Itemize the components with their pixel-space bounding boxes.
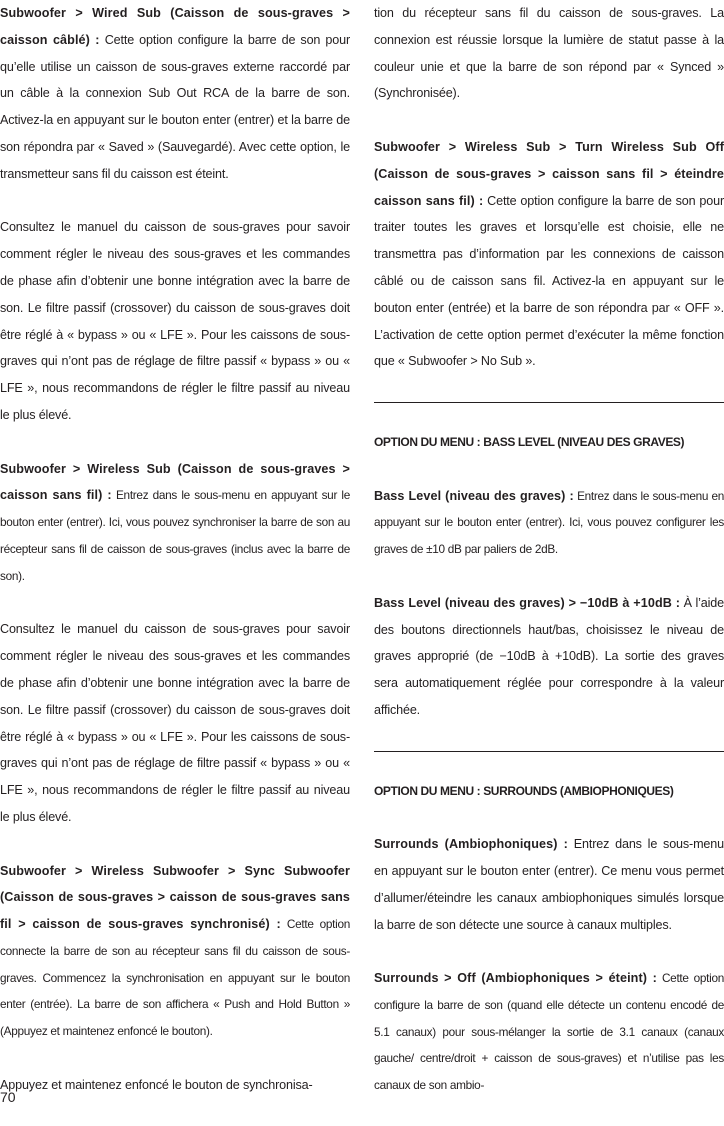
- bass-level-text: Entrez dans le sous-menu en appuyant sur le bouton enter (entrer). Ici, vous pouvez configurer les graves de ±10 dB par paliers de 2dB.: [374, 488, 724, 557]
- wired-sub-term: Subwoofer > Wired Sub (Caisson de sous-graves > caisson câblé) :: [0, 6, 350, 47]
- section-divider: [374, 751, 724, 752]
- bass-level-range-term: Bass Level (niveau des graves) > −10dB à +10dB :: [374, 595, 681, 610]
- sync-subwoofer-term: Subwoofer > Wireless Subwoofer > Sync Subwoofer (Caisson de sous-graves > caisson de sous-graves sans fil > caisson de sous-graves synchronisé) :: [0, 863, 350, 932]
- wireless-sub-term: Subwoofer > Wireless Sub (Caisson de sous-graves > caisson sans fil) :: [0, 461, 350, 503]
- surrounds-text: Entrez dans le sous-menu en appuyant sur le bouton enter (entrer). Ce menu vous permet d’allumer/éteindre les canaux ambiophoniques simulés lorsque la barre de son détecte une source à canaux multiples.: [374, 837, 724, 932]
- turn-wireless-off-paragraph: [374, 134, 724, 375]
- wired-sub-paragraph: [0, 0, 350, 188]
- wireless-sub-setup-paragraph: Consultez le manuel du caisson de sous-graves pour savoir comment régler le niveau des sous-graves et les commandes de phase afin d’obtenir une bonne intégration avec la barre de son. Le filtre passif (crossover) du caisson de sous-graves doit être réglé à « bypass » ou « LFE ». Pour les caissons de sous-graves qui n’ont pas de réglage de filtre passif « bypass » ou « LFE », nous recommandons de régler le filtre passif au niveau le plus élevé.: [0, 622, 350, 824]
- turn-wireless-off-text: Cette option configure la barre de son pour traiter toutes les graves et lorsqu’elle est choisie, elle ne transmettra pas d’information par les connexions de caisson câblé ou de caisson sans fil. Activez-la en appuyant sur le bouton enter (entrée) et la barre de son répondra par « OFF ». L’activation de cette option permet d’exécuter la même fonction que « Subwoofer > No Sub ».: [374, 193, 724, 369]
- surrounds-off-paragraph: [374, 965, 724, 1099]
- sync-subwoofer-text: Cette option connecte la barre de son au récepteur sans fil du caisson de sous-graves. Commencez la synchronisation en appuyant sur le bouton enter (entrée). La barre de son affichera « Push and Hold Button » (Appuyez et maintenez enfoncé le bouton).: [0, 917, 351, 1039]
- bass-level-paragraph: [374, 483, 724, 563]
- surrounds-paragraph: [374, 831, 724, 938]
- left-column: [0, 0, 350, 1125]
- turn-wireless-off-term: Subwoofer > Wireless Sub > Turn Wireless Sub Off (Caisson de sous-graves > caisson sans fil > éteindre caisson sans fil) :: [374, 139, 724, 208]
- bass-level-range-paragraph: [374, 590, 724, 724]
- wired-sub-setup-paragraph: Consultez le manuel du caisson de sous-graves pour savoir comment régler le niveau des sous-graves et les commandes de phase afin d’obtenir une bonne intégration avec la barre de son. Le filtre passif (crossover) du caisson de sous-graves doit être réglé à « bypass » ou « LFE ». Pour les caissons de sous-graves qui n’ont pas de réglage de filtre passif « bypass » ou « LFE », nous recommandons de régler le filtre passif au niveau le plus élevé.: [0, 220, 350, 422]
- page-number: 70: [0, 1089, 16, 1105]
- surrounds-off-text: Cette option configure la barre de son (quand elle détecte un contenu encodé de 5.1 canaux) pour sous-mélanger la sortie de 3.1 canaux (canaux gauche/ centre/droit + caisson de sous-graves) et n’utilise pas les canaux de son ambio-: [374, 971, 724, 1093]
- bass-level-heading: OPTION DU MENU : BASS LEVEL (NIVEAU DES GRAVES): [374, 434, 685, 449]
- surrounds-term: Surrounds (Ambiophoniques) :: [374, 837, 568, 852]
- wireless-sub-paragraph: [0, 456, 350, 590]
- wired-sub-text: Cette option configure la barre de son pour qu’elle utilise un caisson de sous-graves externe raccordé par un câble à la connexion Sub Out RCA de la barre de son. Activez-la en appuyant sur le bouton enter (entrer) et la barre de son répondra par « Saved » (Sauvegardé). Avec cette option, le transmetteur sans fil du caisson est éteint.: [0, 32, 350, 181]
- sync-subwoofer-paragraph: [0, 858, 350, 1046]
- sync-continued-paragraph: tion du récepteur sans fil du caisson de sous-graves. La connexion est réussie lorsque la lumière de statut passe à la couleur unie et que la barre de son répond par « Synced » (Synchronisée).: [374, 6, 724, 101]
- wireless-sub-text: Entrez dans le sous-menu en appuyant sur le bouton enter (entrer). Ici, vous pouvez synchroniser la barre de son au récepteur sans fil de caisson de sous-graves (inclus avec la barre de son).: [0, 488, 350, 583]
- surrounds-off-term: Surrounds > Off (Ambiophoniques > éteint) :: [374, 971, 657, 986]
- right-column: [374, 0, 724, 1126]
- bass-level-term: Bass Level (niveau des graves) :: [374, 488, 574, 503]
- section-divider: [374, 402, 724, 403]
- bass-level-range-text: À l’aide des boutons directionnels haut/bas, choisissez le niveau de graves approprié (de −10dB à +10dB). La sortie des graves sera automatiquement réglée pour correspondre à la valeur affichée.: [374, 595, 724, 717]
- surrounds-heading: OPTION DU MENU : SURROUNDS (AMBIOPHONIQUES): [374, 783, 674, 798]
- sync-instructions-paragraph: Appuyez et maintenez enfoncé le bouton de synchronisa-: [0, 1077, 313, 1092]
